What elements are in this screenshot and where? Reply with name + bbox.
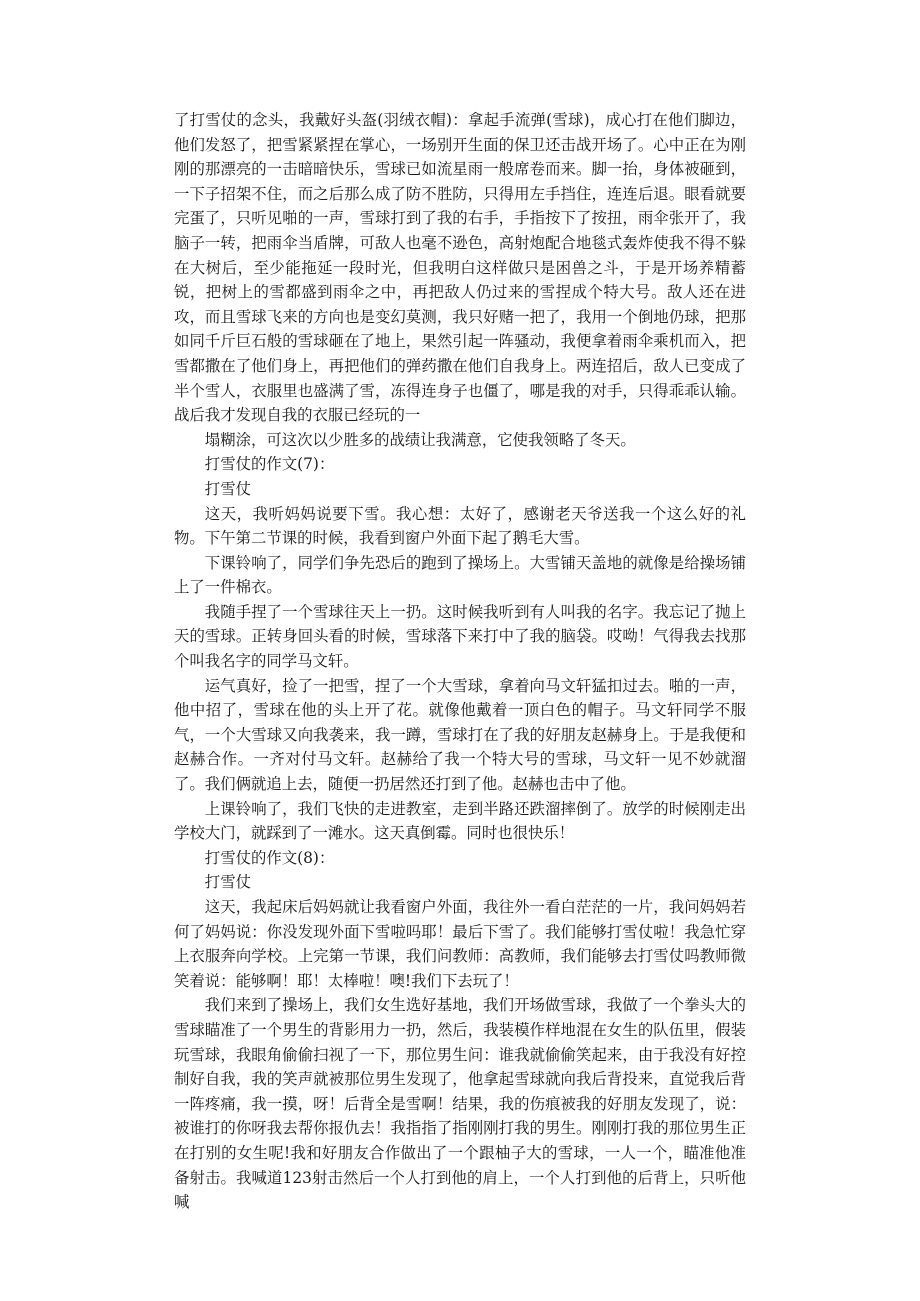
section-heading: 打雪仗的作文(7)： (204, 455, 335, 474)
essay-title: 打雪仗 (204, 873, 251, 892)
paragraph: 了打雪仗的念头，我戴好头盔(羽绒衣帽)：拿起手流弹(雪球)，成心打在他们脚边，他们发怒了，把雪紧紧捏在掌心，一场别开生面的保卫还击战开场了。心中正在为刚刚的那漂亮的一击暗暗快乐，雪球已如流星雨一般席卷而来。脚一抬，身体被砸到，一下子招架不住，而之后那么成了防不胜防，只得用左手挡住，连连后退。眼看就要完蛋了，只听见啪的一声，雪球打到了我的右手，手指按下了按扭，雨伞张开了，我脑子一转，把雨伞当盾牌，可敌人也毫不逊色，高射炮配合地毯式轰炸使我不得不躲在大树后，至少能拖延一段时光，但我明白这样做只是困兽之斗，于是开场养精蓄锐，把树上的雪都盛到雨伞之中，再把敌人仍过来的雪捏成个特大号。敌人还在进攻，而且雪球飞来的方向也是变幻莫测，我只好赌一把了，我用一个倒地仍球，把那如同千斤巨石般的雪球砸在了地上，果然引起一阵骚动，我便拿着雨伞乘机而入，把雪都撒在了他们身上，再把他们的弹药撒在他们自我身上。两连招后，敌人已变成了半个雪人，衣服里也盛满了雪，冻得连身子也僵了，哪是我的对手，只得乖乖认输。战后我才发现自我的衣服已经玩的一 (174, 111, 746, 425)
paragraph: 塌糊涂，可这次以少胜多的战绩让我满意，它使我领略了冬天。 (204, 430, 636, 449)
document-body (174, 108, 746, 1215)
paragraph: 这天，我听妈妈说要下雪。我心想：太好了，感谢老天爷送我一个这么好的礼物。下午第二节课的时候，我看到窗户外面下起了鹅毛大雪。 (174, 504, 746, 548)
paragraph: 我们来到了操场上，我们女生选好基地，我们开场做雪球，我做了一个拳头大的雪球瞄准了一个男生的背影用力一扔，然后，我装模作样地混在女生的队伍里，假装玩雪球，我眼角偷偷扫视了一下，那位男生问：谁我就偷偷笑起来，由于我没有好控制好自我，我的笑声就被那位男生发现了，他拿起雪球就向我后背投来，直觉我后背一阵疼痛，我一摸，呀！后背全是雪啊！结果，我的伤痕被我的好朋友发现了，说：被谁打的你呀我去帮你报仇去！我指指了指刚刚打我的男生。刚刚打我的那位男生正在打别的女生呢!我和好朋友合作做出了一个跟柚子大的雪球，一人一个，瞄准他准备射击。我喊道123射击然后一个人打到他的肩上，一个人打到他的后背上，只听他喊 (174, 996, 746, 1212)
paragraph: 运气真好，捡了一把雪，捏了一个大雪球，拿着向马文轩猛扣过去。啪的一声，他中招了，雪球在他的头上开了花。就像他戴着一顶白色的帽子。马文轩同学不服气，一个大雪球又向我袭来，我一蹲，雪球打在了我的好朋友赵赫身上。于是我便和赵赫合作。一齐对付马文轩。赵赫给了我一个特大号的雪球，马文轩一见不妙就溜了。我们俩就追上去，随便一扔居然还打到了他。赵赫也击中了他。 (174, 676, 746, 794)
paragraph: 我随手捏了一个雪球往天上一扔。这时候我听到有人叫我的名字。我忘记了抛上天的雪球。正转身回头看的时候，雪球落下来打中了我的脑袋。哎呦！气得我去找那个叫我名字的同学马文轩。 (174, 602, 746, 671)
paragraph: 这天，我起床后妈妈就让我看窗户外面，我往外一看白茫茫的一片，我问妈妈若何了妈妈说：你没发现外面下雪啦吗耶！最后下雪了。我们能够打雪仗啦！我急忙穿上衣服奔向学校。上完第一节课，我们问教师：高教师，我们能够去打雪仗吗教师微笑着说：能够啊！耶！太棒啦！噢!我们下去玩了！ (174, 898, 746, 990)
essay-title: 打雪仗 (204, 479, 251, 498)
section-heading: 打雪仗的作文(8)： (204, 848, 335, 867)
paragraph: 下课铃响了，同学们争先恐后的跑到了操场上。大雪铺天盖地的就像是给操场铺上了一件棉衣。 (174, 553, 746, 597)
paragraph: 上课铃响了，我们飞快的走进教室，走到半路还跌溜摔倒了。放学的时候刚走出学校大门，就踩到了一滩水。这天真倒霉。同时也很快乐！ (174, 799, 746, 843)
